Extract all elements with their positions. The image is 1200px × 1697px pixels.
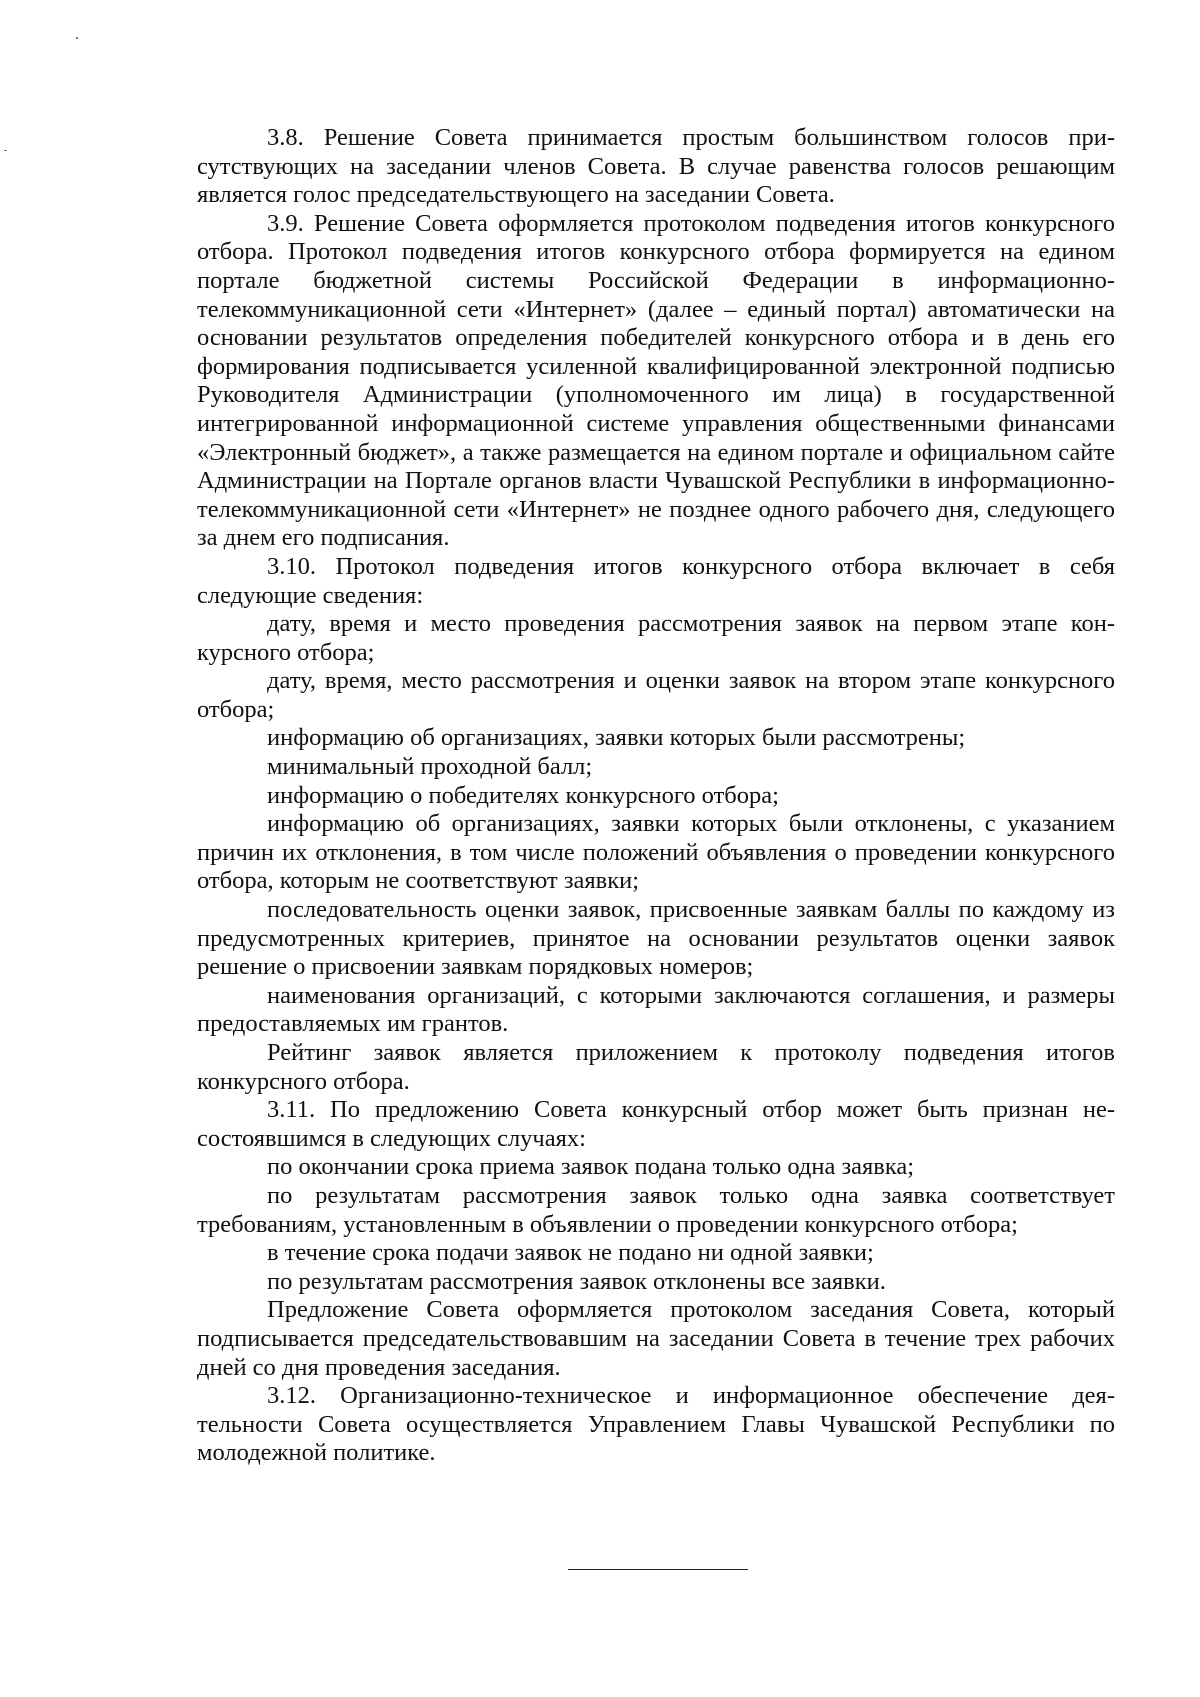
list-item-rejected-organizations: информацию об организациях, заявки которых были отклонены, с указанием причин их отклонения, в том числе положений объявления о проведении конкурсного отбора, которым не соответствуют заявки; [197,810,1115,895]
paragraph-3-8: 3.8. Решение Совета принимается простым большинством голосов присутствующих на заседании членов Совета. В случае равенства голосов решающим является голос председательствующего на заседании Совета. [197,124,1115,209]
list-item-all-rejected: по результатам рассмотрения заявок отклонены все заявки. [267,1267,886,1295]
list-item-no-applications: в течение срока подачи заявок не подано ни одной заявки; [267,1239,874,1267]
scan-speck [76,37,78,39]
list-item-minimum-score: минимальный проходной балл; [267,753,593,781]
document-body [197,124,1115,1468]
list-item-second-stage: дату, время, место рассмотрения и оценки заявок на втором этапе конкурсного отбора; [197,667,1115,723]
list-item-grant-recipients: наименования организаций, с которыми заключаются соглашения, и размеры предоставляемых им грантов. [197,981,1115,1038]
paragraph-3-12: 3.12. Организационно-техническое и информационное обеспечение деятельности Совета осуществляется Управлением Главы Чувашской Республики по молодежной политике. [197,1382,1115,1467]
list-item-evaluation-sequence: последовательность оценки заявок, присвоенные заявкам баллы по каждому из предусмотренных критериев, принятое на основании результатов оценки заявок решение о присвоении заявкам порядковых номеров; [197,896,1115,981]
list-item-single-compliant: по результатам рассмотрения заявок только одна заявка соответствует требованиям, установленным в объявлении о проведении конкурсного отбора; [197,1181,1115,1238]
scan-speck [4,150,7,151]
paragraph-rating: Рейтинг заявок является приложением к протоколу подведения итогов конкурсного отбора. [197,1039,1115,1095]
paragraph-3-11: 3.11. По предложению Совета конкурсный отбор может быть признан несостоявшимся в следующих случаях: [197,1096,1115,1152]
end-divider [568,1569,748,1570]
paragraph-3-10: 3.10. Протокол подведения итогов конкурсного отбора включает в себя следующие сведения: [197,552,1115,609]
list-item-single-application: по окончании срока приема заявок подана только одна заявка; [267,1153,915,1181]
list-item-winners: информацию о победителях конкурсного отбора; [267,781,779,809]
list-item-reviewed-organizations: информацию об организациях, заявки которых были рассмотрены; [267,724,966,752]
paragraph-council-proposal: Предложение Совета оформляется протоколом заседания Совета, который подписывается председательствовавшим на заседании Совета в течение трех рабочих дней со дня проведения заседания. [197,1296,1115,1381]
paragraph-3-9: 3.9. Решение Совета оформляется протоколом подведения итогов конкурсного отбора. Протокол подведения итогов конкурсного отбора формируется на едином портале бюджетной системы Российской Федерации в информационно-телекоммуникационной сети «Интернет» (далее – единый портал) автоматически на основании результатов определения победителей конкурсного отбора и в день его формирования подписывается усиленной квалифицированной электронной подписью Руководителя Администрации (уполномоченного им лица) в государственной интегрированной информационной системе управления общественными финансами «Электронный бюджет», а также размещается на едином портале и официальном сайте Администрации на Портале органов власти Чувашской Республики в информационно-телекоммуникационной сети «Интернет» не позднее одного рабочего дня, следующего за днем его подписания. [197,209,1115,552]
list-item-first-stage: дату, время и место проведения рассмотрения заявок на первом этапе конкурсного отбора; [197,610,1115,666]
